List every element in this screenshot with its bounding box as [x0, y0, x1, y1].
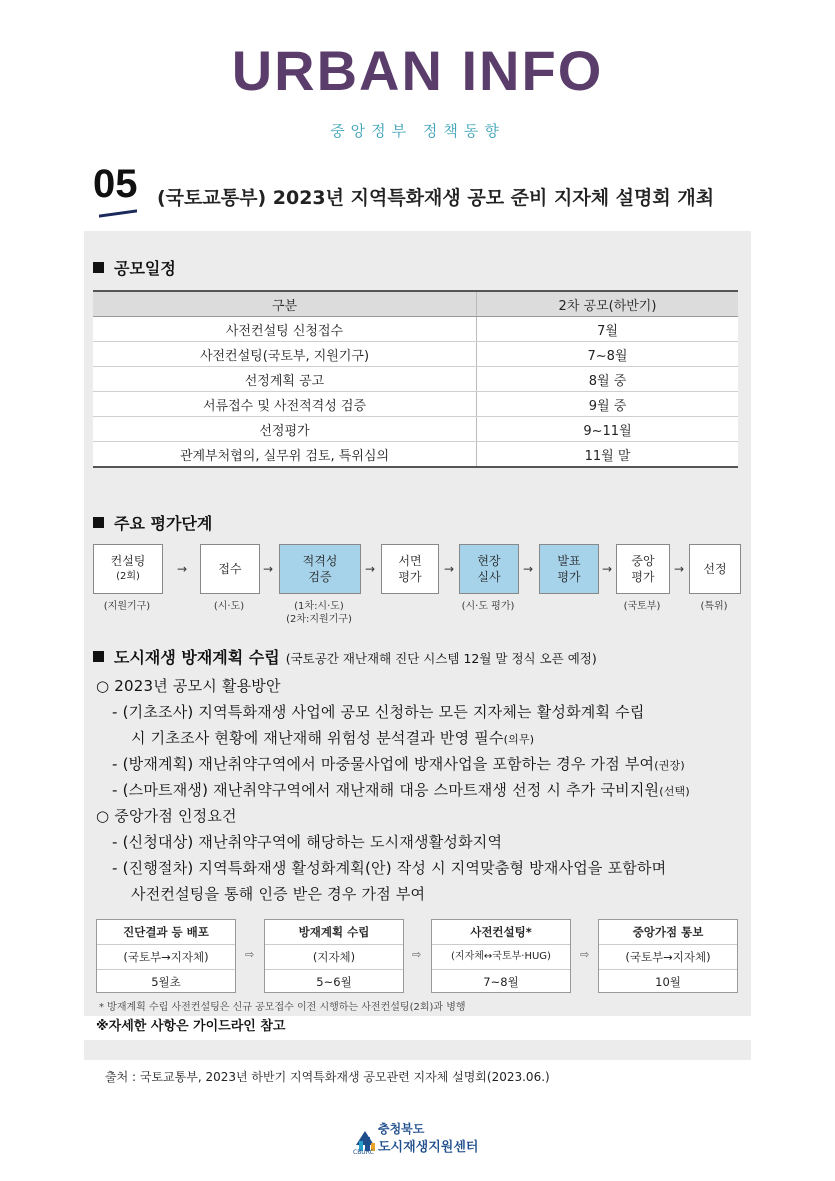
evaluation-heading-text: 주요 평가단계	[114, 514, 213, 533]
item-tag: (의무)	[503, 733, 535, 746]
flow-step-document	[381, 544, 439, 594]
flow-owner-label: (특위)	[700, 601, 728, 612]
right-arrow-icon: →	[523, 562, 534, 576]
table-cell: 9월 중	[477, 392, 739, 417]
right-arrow-icon: →	[602, 562, 613, 576]
process-step-when: 7~8월	[483, 975, 519, 989]
item-disaster-plan	[112, 753, 685, 774]
flow-owner-label	[273, 600, 365, 626]
table-row	[93, 367, 738, 392]
flow-step-selection	[689, 544, 741, 594]
article-headline: (국토교통부) 2023년 지역특화재생 공모 준비 지자체 설명회 개최	[157, 187, 715, 209]
disaster-plan-heading-text: 도시재생 방재계획 수립	[114, 648, 280, 667]
flow-step-label: 검증	[308, 570, 332, 584]
process-step-when: 10월	[655, 975, 681, 989]
flow-step-label: 적격성	[302, 554, 338, 568]
table-row	[93, 442, 738, 468]
number-underline	[99, 209, 137, 217]
item-text: 시 기초조사 현황에 재난재해 위험성 분석결과 반영 필수	[131, 729, 504, 747]
flow-step-eligibility	[279, 544, 361, 594]
flow-step-label: 평가	[631, 570, 655, 584]
square-bullet-icon	[93, 651, 104, 662]
item-procedure: - (진행절차) 지역특화재생 활성화계획(안) 작성 시 지역맞춤형 방재사업을 포함하며	[112, 859, 667, 877]
process-step-who: (지자체↔국토부·HUG)	[432, 945, 570, 970]
item-text: - (방재계획) 재난취약구역에서 마중물사업에 방재사업을 포함하는 경우 가점 부여	[112, 755, 655, 773]
flow-owner-label: (국토부)	[623, 601, 661, 612]
table-cell: 8월 중	[477, 367, 739, 392]
table-cell: 관계부처협의, 실무위 검토, 특위심의	[93, 442, 477, 468]
flow-step-label: 발표	[557, 554, 581, 568]
logo-line1: 충청북도	[378, 1122, 425, 1136]
table-cell: 사전컨설팅 신청접수	[93, 317, 477, 342]
flow-step-label: 선정	[703, 562, 727, 576]
item-procedure-cont: 사전컨설팅을 통해 인증 받은 경우 가점 부여	[131, 885, 426, 903]
section-subtitle: 중앙정부 정책동향	[330, 122, 505, 140]
table-cell: 선정계획 공고	[93, 367, 477, 392]
item-target: - (신청대상) 재난취약구역에 해당하는 도시재생활성화지역	[112, 833, 503, 851]
process-step-when: 5월초	[151, 975, 181, 989]
table-row	[93, 392, 738, 417]
flow-step-label: 실사	[477, 570, 501, 584]
item-smart-regen	[112, 779, 690, 800]
right-arrow-icon: ⇨	[580, 948, 590, 961]
item-text: - (스마트재생) 재난취약구역에서 재난재해 대응 스마트재생 선정 시 추가 국비지원	[112, 781, 660, 799]
evaluation-flow	[93, 537, 743, 629]
table-cell: 7월	[477, 317, 739, 342]
item-tag: (선택)	[659, 785, 690, 798]
source-citation: 출처 : 국토교통부, 2023년 하반기 지역특화재생 공모관련 지자체 설명회(2023.06.)	[105, 1070, 550, 1084]
right-arrow-icon: →	[263, 562, 274, 576]
square-bullet-icon	[93, 262, 104, 273]
table-cell: 7~8월	[477, 342, 739, 367]
flow-owner-label-line: (1차:시·도)	[294, 601, 344, 612]
flow-step-label: 현장	[477, 554, 501, 568]
flow-step-label: 평가	[398, 570, 422, 584]
flow-step-label: 중앙	[631, 554, 655, 568]
square-bullet-icon	[93, 517, 104, 528]
schedule-heading-text: 공모일정	[114, 259, 176, 278]
process-step-planning	[264, 919, 404, 993]
table-header-cell: 구분	[93, 291, 477, 317]
flow-owner-label: (시·도)	[213, 601, 245, 612]
process-step-distribution	[96, 919, 236, 993]
flow-step-presentation	[539, 544, 599, 594]
flow-step-sublabel: (2회)	[116, 571, 140, 582]
table-cell: 9~11월	[477, 417, 739, 442]
process-step-title: 방재계획 수립	[265, 920, 403, 945]
bullet-requirements: ○ 중앙가점 인정요건	[96, 807, 237, 825]
table-header-cell: 2차 공모(하반기)	[477, 291, 739, 317]
flow-step-label: 평가	[557, 570, 581, 584]
item-tag: (권장)	[654, 759, 685, 772]
right-arrow-icon: ⇨	[245, 948, 255, 961]
item-basic-survey-cont	[131, 727, 534, 748]
right-arrow-icon: →	[444, 562, 455, 576]
table-header-row	[93, 291, 738, 317]
item-basic-survey: - (기초조사) 지역특화재생 사업에 공모 신청하는 모든 지자체는 활성화계획 수립	[112, 703, 645, 721]
table-row	[93, 417, 738, 442]
bullet-usage: ○ 2023년 공모시 활용방안	[96, 677, 281, 695]
logo-abbr: CBURC	[353, 1149, 374, 1156]
guideline-note: ※자세한 사항은 가이드라인 참고	[96, 1019, 286, 1034]
process-step-title: 중앙가점 통보	[599, 920, 737, 945]
flow-step-label: 컨설팅	[110, 554, 146, 568]
process-step-title: 사전컨설팅*	[432, 920, 570, 945]
right-arrow-icon: →	[365, 562, 376, 576]
schedule-heading	[93, 256, 176, 279]
flow-step-label: 서면	[398, 554, 422, 568]
footer-divider	[84, 1040, 751, 1060]
right-arrow-icon: →	[674, 562, 685, 576]
table-row	[93, 342, 738, 367]
flow-step-receipt	[200, 544, 260, 594]
right-arrow-icon: ⇨	[412, 948, 422, 961]
process-step-when: 5~6월	[316, 975, 352, 989]
flow-step-consulting	[93, 544, 163, 594]
table-row	[93, 317, 738, 342]
article-number: 05	[93, 162, 138, 206]
flow-owner-label-line: (2차:지원기구)	[286, 614, 352, 625]
disaster-plan-heading	[93, 645, 597, 668]
process-step-title: 진단결과 등 배포	[97, 920, 235, 945]
table-cell: 선정평가	[93, 417, 477, 442]
page-title: URBAN INFO	[231, 39, 604, 102]
flow-owner-label: (시·도 평가)	[461, 601, 515, 612]
process-step-who: (지자체)	[265, 945, 403, 970]
logo-line2: 도시재생지원센터	[378, 1140, 479, 1155]
right-arrow-icon: →	[177, 562, 188, 576]
schedule-table	[93, 290, 738, 468]
process-footnote: * 방재계획 수립 사전컨설팅은 신규 공모접수 이전 시행하는 사전컨설팅(2회)과 병행	[99, 1002, 466, 1013]
evaluation-heading	[93, 511, 212, 534]
table-cell: 사전컨설팅(국토부, 지원기구)	[93, 342, 477, 367]
process-step-consulting	[431, 919, 571, 993]
flow-step-site-visit	[459, 544, 519, 594]
process-step-who: (국토부→지자체)	[599, 945, 737, 970]
flow-owner-label: (지원기구)	[103, 601, 151, 612]
process-step-notice	[598, 919, 738, 993]
flow-step-label: 접수	[218, 562, 242, 576]
flow-step-central	[616, 544, 670, 594]
process-step-who: (국토부→지자체)	[97, 945, 235, 970]
disaster-plan-note: (국토공간 재난재해 진단 시스템 12월 말 정식 오픈 예정)	[285, 651, 597, 666]
table-cell: 서류접수 및 사전적격성 검증	[93, 392, 477, 417]
table-cell: 11월 말	[477, 442, 739, 468]
